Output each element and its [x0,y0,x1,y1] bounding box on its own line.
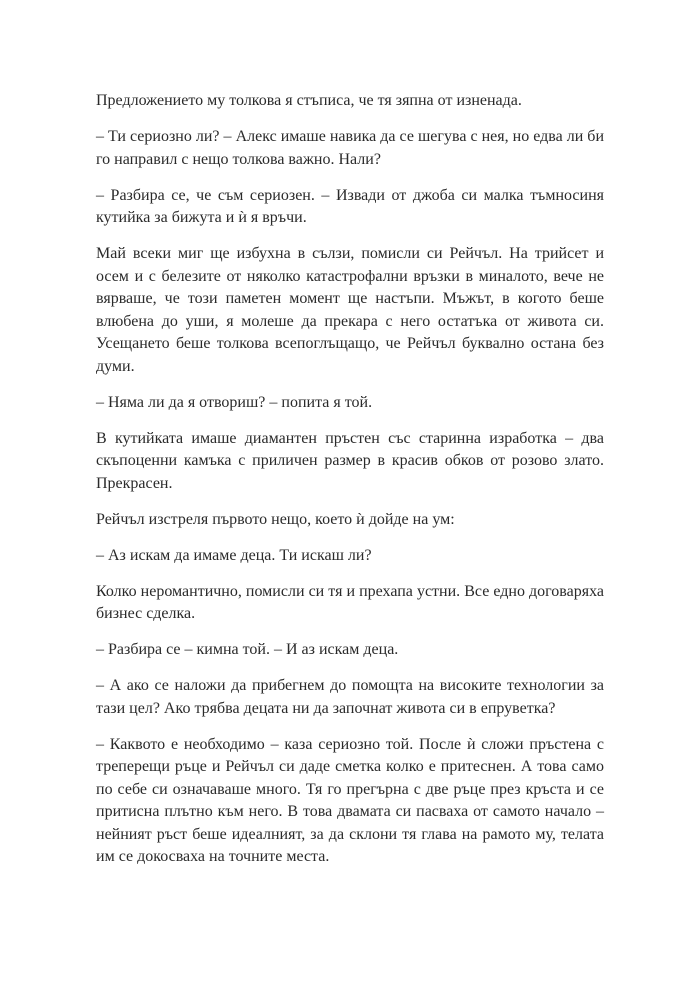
paragraph-2: – Ти сериозно ли? – Алекс имаше навика да се шегува с нея, но едва ли би го направил с нещо толкова важно. Нали? [96,128,604,168]
paragraph-8: – Аз искам да имаме деца. Ти искаш ли? [96,546,372,564]
paragraph-3: – Разбира се, че съм сериозен. – Извади от джоба си малка тъмносиня кутийка за бижута и ѝ я връчи. [96,186,604,226]
paragraph-6: В кутийката имаше диамантен пръстен със старинна изработка – два скъпоценни камъка с приличен размер в красив обков от розово злато. Прекрасен. [96,429,604,492]
paragraph-7: Рейчъл изстреля първото нещо, което ѝ дойде на ум: [96,510,455,528]
paragraph-9: Колко неромантично, помисли си тя и прехапа устни. Все едно договаряха бизнес сделка. [96,582,604,622]
body-text [96,90,604,869]
paragraph-4: Май всеки миг ще избухна в сълзи, помисли си Рейчъл. На трийсет и осем и с белезите от няколко катастрофални връзки в миналото, вече не вярваше, че този паметен момент ще настъпи. Мъжът, в когото беше влюбена до уши, я молеше да прекара с него остатъка от живота си. Усещането беше толкова всепоглъщащо, че Рейчъл буквално остана без думи. [96,245,604,375]
paragraph-11: – А ако се наложи да прибегнем до помощта на високите технологии за тази цел? Ако трябва децата ни да започнат живота си в епруветка? [96,677,604,717]
paragraph-12: – Каквото е необходимо – каза сериозно той. После ѝ сложи пръстена с треперещи ръце и Рейчъл си даде сметка колко е притеснен. А това само по себе си означаваше много. Тя го прегърна с две ръце през кръста и се притисна плътно към него. В това двамата си пасваха от самото начало – нейният ръст беше идеалният, за да склони тя глава на рамото му, телата им се докосваха на точните места. [96,735,604,865]
paragraph-5: – Няма ли да я отвориш? – попита я той. [96,393,373,411]
paragraph-1: Предложението му толкова я стъписа, че тя зяпна от изненада. [96,92,522,109]
paragraph-10: – Разбира се – кимна той. – И аз искам деца. [96,641,399,658]
